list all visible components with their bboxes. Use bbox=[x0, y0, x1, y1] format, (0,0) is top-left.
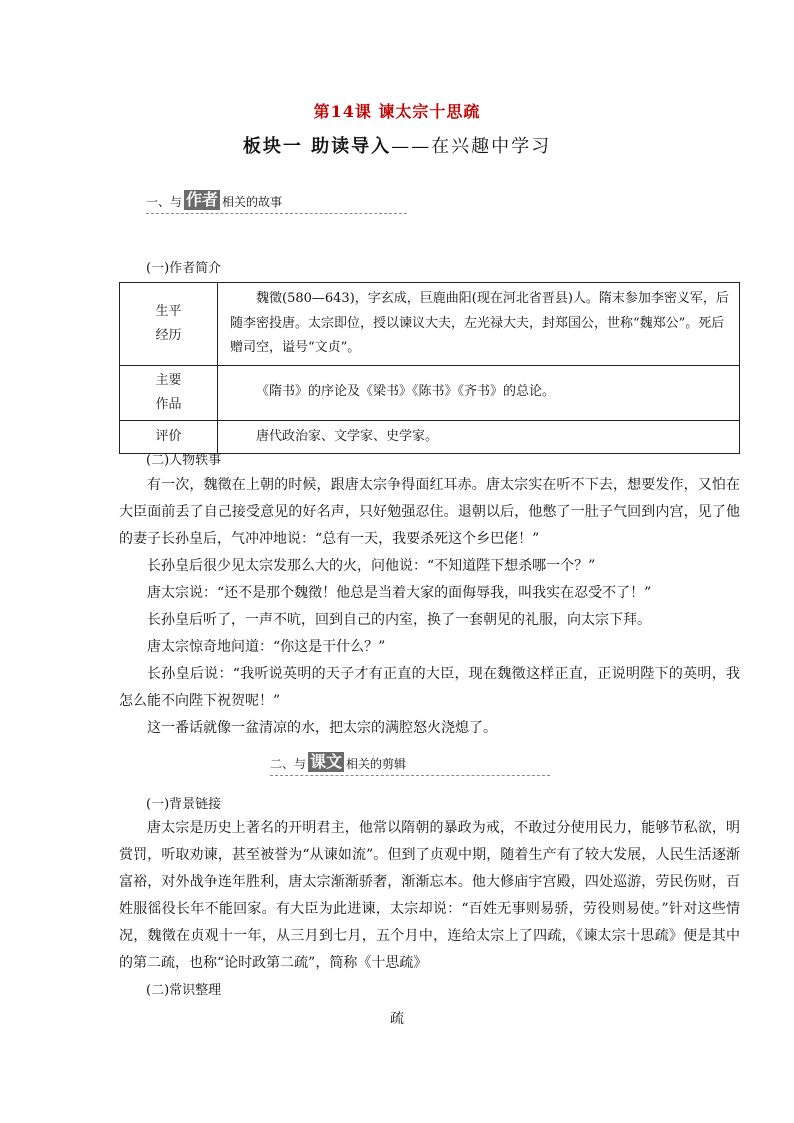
subtitle-rest: ——在兴趣中学习 bbox=[391, 136, 552, 157]
table-row-label: 生平 经历 bbox=[120, 283, 218, 366]
section2-heading bbox=[270, 752, 550, 776]
section2-prefix: 二、与 bbox=[270, 757, 307, 771]
story-paragraph: 唐太宗惊奇地问道：“你这是干什么？” bbox=[147, 639, 386, 655]
section1-heading bbox=[146, 190, 407, 214]
lesson-title: 第14课 谏太宗十思疏 bbox=[313, 102, 481, 121]
story-paragraph: 长孙皇后说：“我听说英明的天子才有正直的大臣，现在魏徵这样正直，正说明陛下的英明，我怎么能不向陛下祝贺呢！” bbox=[119, 666, 740, 709]
story-paragraph: 有一次，魏徵在上朝的时候，跟唐太宗争得面红耳赤。唐太宗实在听不下去，想要发作，又怕在大臣面前丢了自己接受意见的好名声，只好勉强忍住。退朝以后，他憋了一肚子气回到内宫，见了他的妻子长孙皇后，气冲冲地说：“总有一天，我要杀死这个乡巴佬！” bbox=[119, 477, 740, 547]
author-table bbox=[119, 282, 740, 454]
story-paragraph: 长孙皇后听了，一声不吭，回到自己的内室，换了一套朝见的礼服，向太宗下拜。 bbox=[147, 612, 651, 628]
background-heading: (一)背景链接 bbox=[146, 797, 222, 812]
background-paragraph: 唐太宗是历史上著名的开明君主，他常以隋朝的暴政为戒，不敢过分使用民力，能够节私欲，明赏罚，听取劝谏，甚至被誉为“从谏如流”。但到了贞观中期，随着生产有了较大发展，人民生活逐渐富裕，对外战争连年胜利，唐太宗渐渐骄奢，渐渐忘本。他大修庙宇宫殿，四处巡游，劳民伤财，百姓服徭役长年不能回家。有大臣为此进谏，太宗却说：“百姓无事则易骄，劳役则易使。”针对这些情况，魏徵在贞观十一年，从三月到七月，五个月中，连给太宗上了四疏，《谏太宗十思疏》便是其中的第二疏，也称“论时政第二疏”，简称《十思疏》 bbox=[119, 820, 740, 971]
table-row bbox=[120, 283, 740, 366]
subtitle-main: 板块一 助读导入 bbox=[242, 136, 392, 157]
section-subtitle bbox=[0, 132, 794, 158]
table-row-value: 唐代政治家、文学家、史学家。 bbox=[218, 420, 740, 454]
story-paragraph: 长孙皇后很少见太宗发那么大的火，问他说：“不知道陛下想杀哪一个？” bbox=[147, 558, 596, 574]
table-row-label: 评价 bbox=[120, 420, 218, 454]
table-row-label: 主要 作品 bbox=[120, 365, 218, 420]
table-row bbox=[120, 365, 740, 420]
story-paragraph: 这一番话就像一盆清凉的水，把太宗的满腔怒火浇熄了。 bbox=[147, 720, 497, 736]
table-row-value: 魏徵(580—643)，字玄成，巨鹿曲阳(现在河北省晋县)人。隋末参加李密义军，后随李密投唐。太宗即位，授以谏议大夫，左光禄大夫，封郑国公，世称“魏郑公”。死后赠司空，谥号“文贞”。 bbox=[218, 283, 740, 366]
story-heading: (二)人物轶事 bbox=[146, 453, 222, 468]
section1-box-label: 作者 bbox=[186, 190, 219, 209]
section2-suffix: 相关的剪辑 bbox=[346, 757, 407, 771]
common-knowledge-heading: (二)常识整理 bbox=[146, 983, 222, 998]
author-intro-heading: (一)作者简介 bbox=[146, 261, 222, 276]
section1-prefix: 一、与 bbox=[146, 195, 183, 209]
section1-suffix: 相关的故事 bbox=[222, 195, 283, 209]
section2-box-label: 课文 bbox=[310, 752, 343, 771]
story-paragraph: 唐太宗说：“还不是那个魏徵！他总是当着大家的面侮辱我，叫我实在忍受不了！” bbox=[147, 585, 652, 601]
term-char: 疏 bbox=[390, 1011, 404, 1027]
table-row-value: 《隋书》的序论及《梁书》《陈书》《齐书》的总论。 bbox=[218, 365, 740, 420]
